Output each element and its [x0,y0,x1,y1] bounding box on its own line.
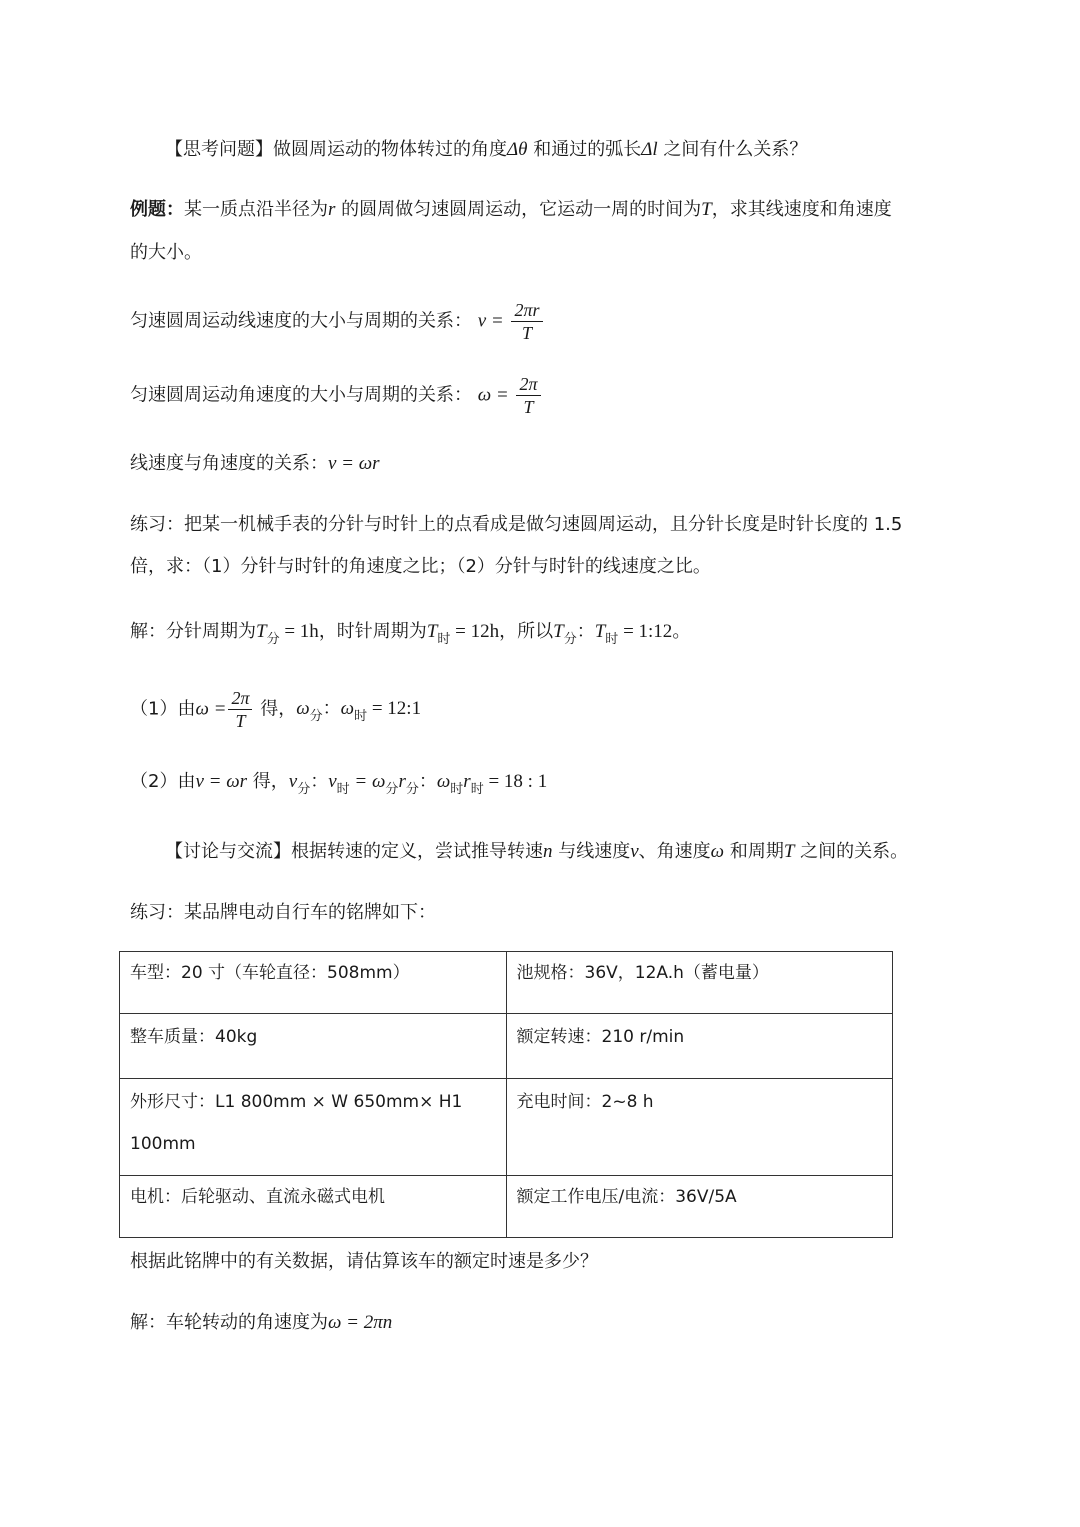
table-cell: 外形尺寸：L1 800mm × W 650mm× H1 100mm [120,1079,507,1176]
practice2-intro: 练习：某品牌电动自行车的铭牌如下： [130,902,436,923]
relation-linear-period: 匀速圆周运动线速度的大小与周期的关系： v = $\frac{2\pi r}{T}$ [130,300,545,343]
solution1-step1: （1）由ω = $\frac{2\pi}{T}$ 得，$\omega_分$：$\omega_时$ = 12:1 [130,688,422,731]
table-cell: 车型：20 寸（车轮直径：508mm） [120,952,507,1014]
table-row [120,952,893,1014]
formula-v-omega-r: v = ωr [328,453,380,474]
example-label: 例题： [130,199,184,220]
nameplate-table [119,951,893,1238]
table-row [120,1014,893,1079]
formula-omega-2pin: ω = 2πn [328,1312,393,1333]
practice1-line-1: 练习：把某一机械手表的分针与时针上的点看成是做匀速圆周运动，且分针长度是时针长度的 1.5 [130,514,903,535]
solution1-periods: 解：分针周期为$T_分 = 1h$，时针周期为$T_时 = 12h$，所以$T_分$：$T_时$ = 1:12。 [130,621,691,647]
relation-linear-angular: 线速度与角速度的关系：v = ωr [130,453,380,474]
example-line-2: 的大小。 [130,242,202,263]
solution2-angular-velocity: 解：车轮转动的角速度为ω = 2πn [130,1312,393,1333]
practice1-line-2: 倍，求：（1）分针与时针的角速度之比；（2）分针与时针的线速度之比。 [130,556,711,577]
fraction-2pir-over-T: $\frac{2\pi r}{T}$ [511,300,542,343]
table-cell: 池规格：36V，12A.h（蓄电量） [506,952,892,1014]
discussion-prompt: 【讨论与交流】根据转速的定义，尝试推导转速n 与线速度v、角速度ω 和周期T 之间的关系。 [165,841,909,862]
think-question: 【思考问题】做圆周运动的物体转过的角度Δθ 和通过的弧长Δl 之间有什么关系？ [165,139,808,160]
think-tag: 【思考问题】 [165,139,273,160]
table-cell: 整车质量：40kg [120,1014,507,1079]
fraction-2pi-over-T: $\frac{2\pi}{T}$ [516,374,540,417]
solution1-step2: （2）由v = ωr 得，$v_分$：$v_时 = \omega_分r_分$：$\omega_时r_时 = 18$ : 1 [130,771,548,797]
relation-angular-period: 匀速圆周运动角速度的大小与周期的关系： ω = $\frac{2\pi}{T}$ [130,374,543,417]
table-row [120,1176,893,1238]
table-cell: 额定转速：210 r/min [506,1014,892,1079]
discussion-tag: 【讨论与交流】 [165,841,291,862]
delta-theta-symbol: Δθ [507,139,528,160]
table-cell: 充电时间：2~8 h [506,1079,892,1176]
fraction-2pi-over-T-step1: $\frac{2\pi}{T}$ [228,688,252,731]
example-line-1: 例题：某一质点沿半径为r 的圆周做匀速圆周运动，它运动一周的时间为T，求其线速度和角速度 [130,199,892,220]
table-cell: 电机：后轮驱动、直流永磁式电机 [120,1176,507,1238]
table-row [120,1079,893,1176]
delta-l-symbol: Δl [641,139,658,160]
estimate-question: 根据此铭牌中的有关数据，请估算该车的额定时速是多少？ [130,1251,598,1272]
table-cell: 额定工作电压/电流：36V/5A [506,1176,892,1238]
